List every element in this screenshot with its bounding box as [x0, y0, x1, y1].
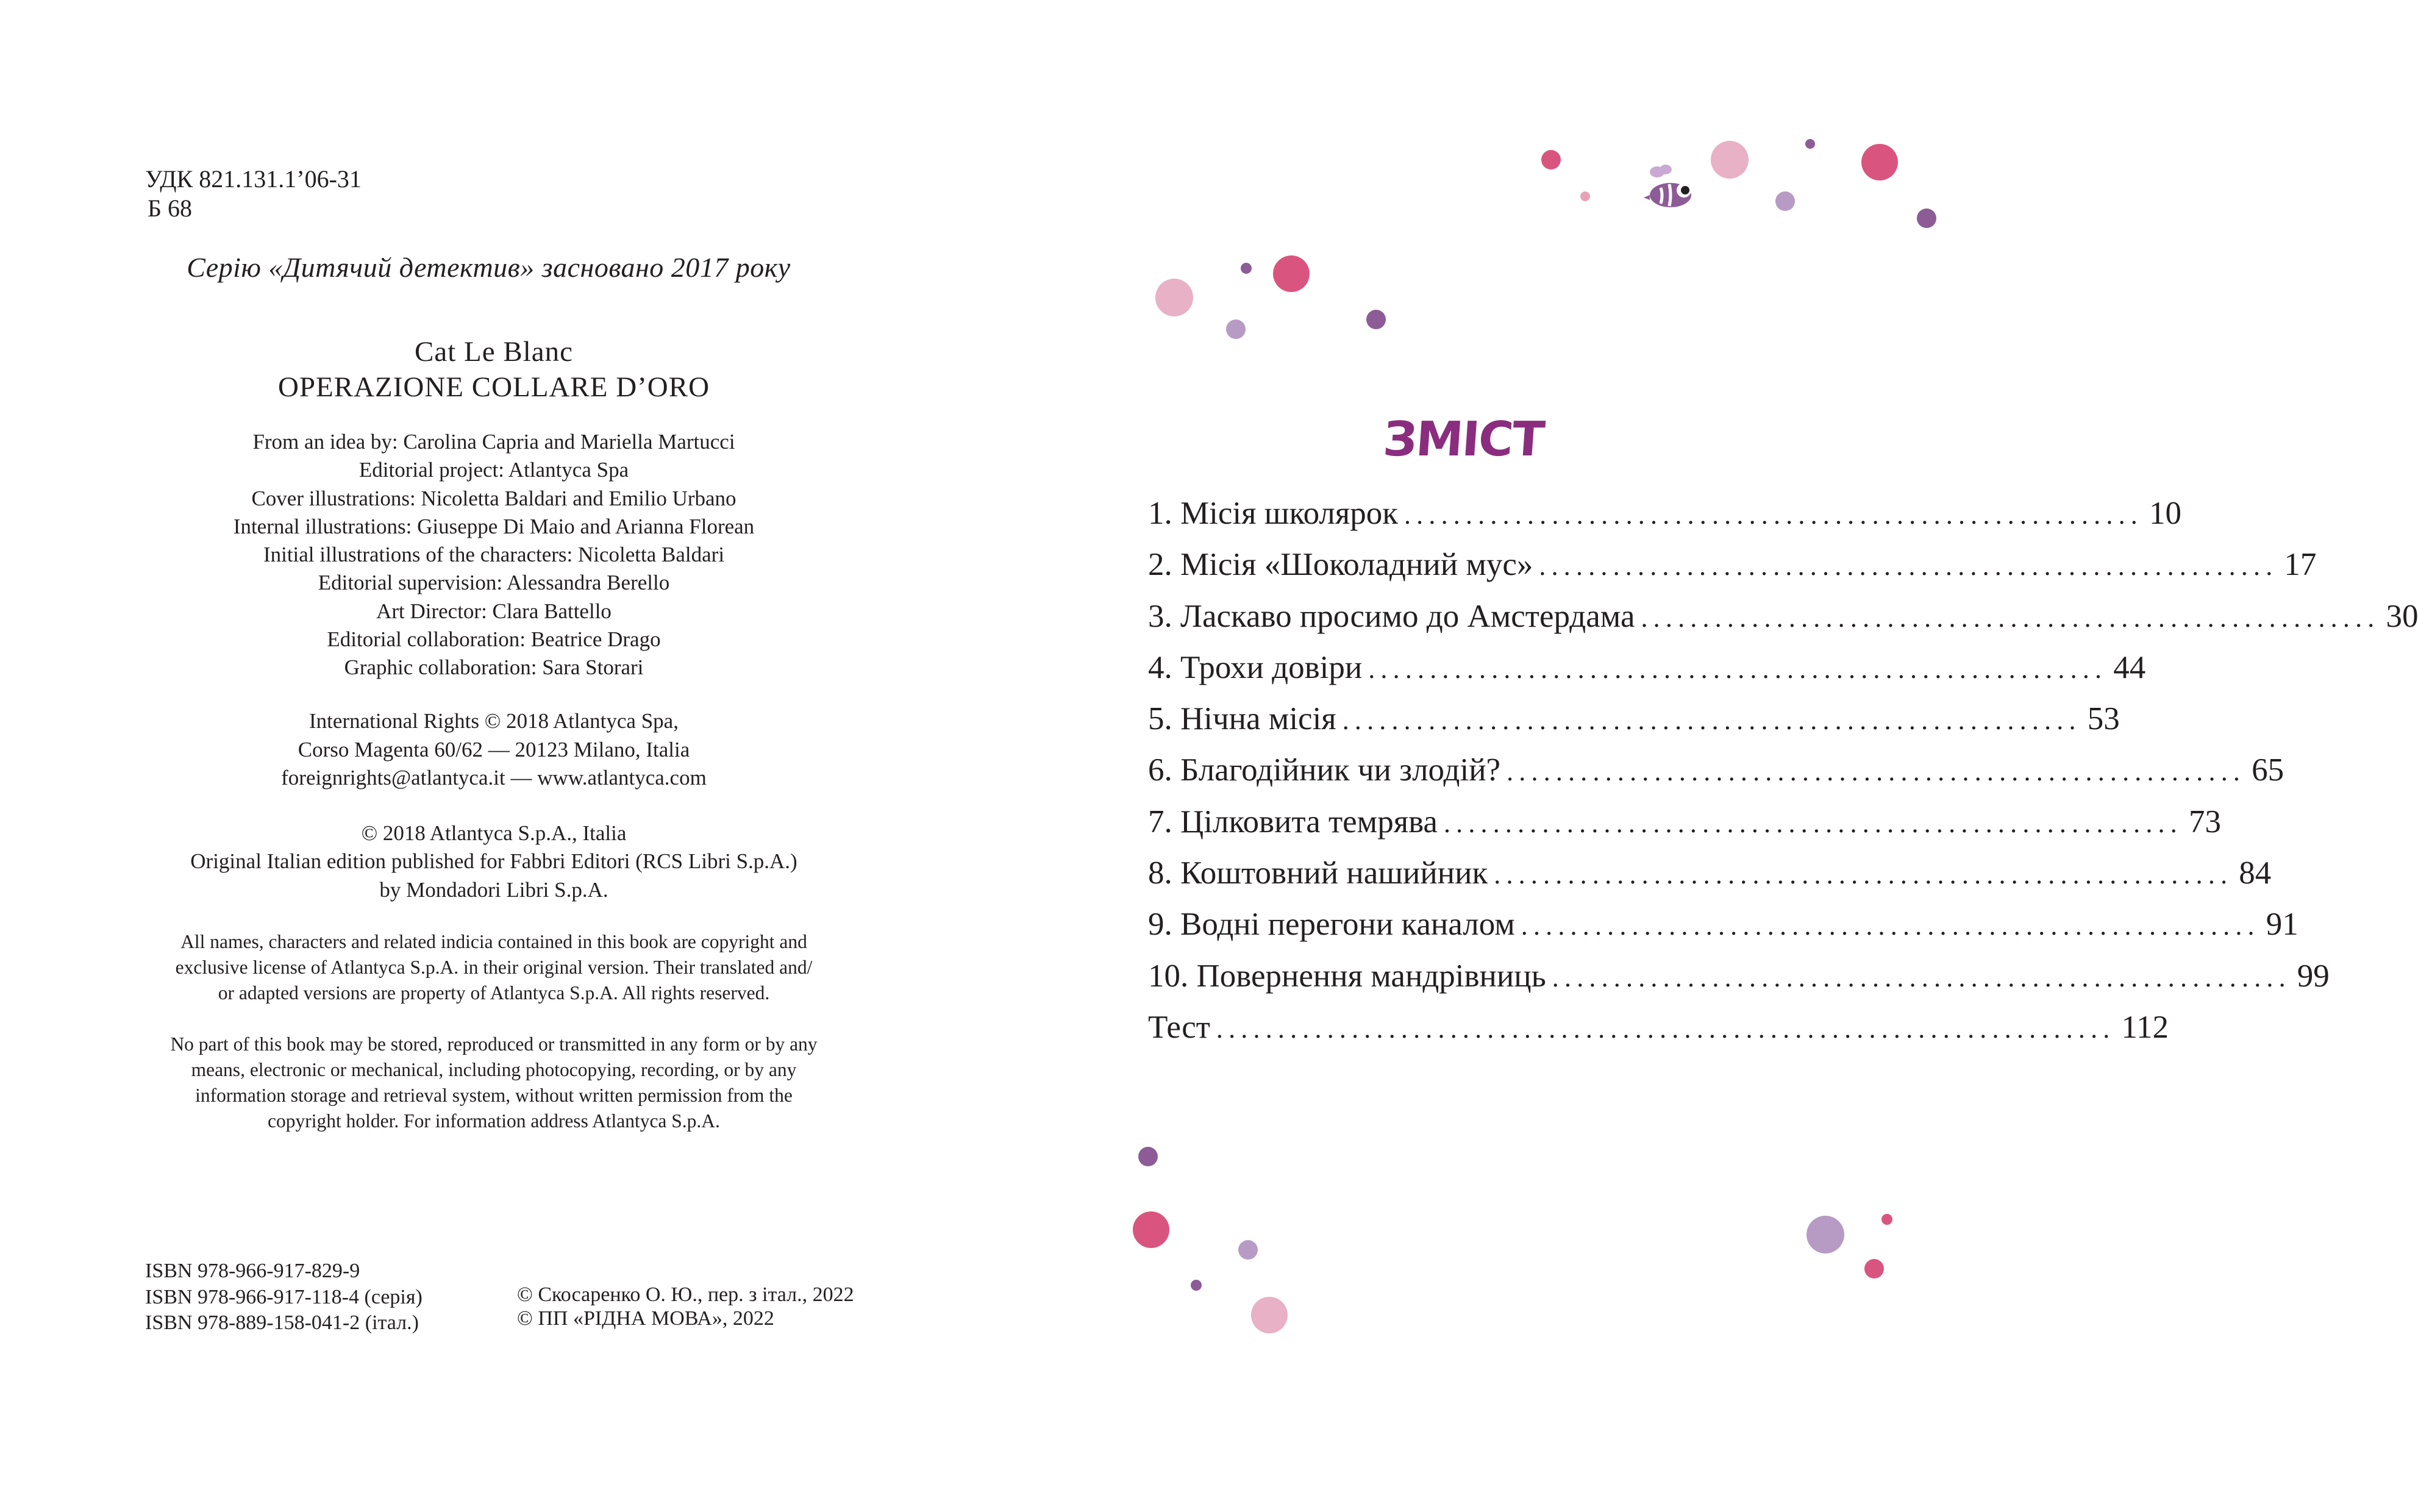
decor-dot	[1917, 209, 1936, 228]
bee-icon	[1644, 165, 1691, 207]
original-edition	[122, 334, 866, 405]
reproduction-notice	[122, 1032, 866, 1134]
toc-leader-dots: ............................................................	[1641, 602, 2380, 633]
toc-leader-dots: ............................................................	[1507, 757, 2246, 787]
decor-dot	[1238, 1240, 1258, 1260]
toc-entry[interactable]	[1148, 950, 2330, 1002]
copyright-line: by Mondadori Libri S.p.A.	[379, 877, 608, 902]
toc-entry-title: 7. Цілковита темрява	[1148, 804, 1438, 840]
decor-dot	[1864, 1259, 1884, 1278]
toc-entry-page: 65	[2252, 752, 2284, 788]
toc-entry-page: 99	[2297, 958, 2330, 994]
credit-line: Graphic collaboration: Sara Storari	[344, 655, 644, 680]
toc-entry[interactable]	[1148, 693, 2120, 744]
translation-copyright-line: © Скосаренко О. Ю., пер. з італ., 2022	[517, 1283, 854, 1306]
toc-entry-title: 1. Місія школярок	[1148, 496, 1398, 531]
copyright-line: Original Italian edition published for Fabbri Editori (RCS Libri S.p.A.)	[190, 849, 797, 874]
isbn-line: ISBN 978-966-917-829-9	[145, 1260, 360, 1282]
toc-entry-title: 4. Трохи довіри	[1148, 649, 1363, 685]
decor-dot	[1226, 319, 1246, 339]
notice-line: All names, characters and related indicia contained in this book are copyright and	[180, 931, 807, 952]
notice-line: means, electronic or mechanical, including photocopying, recording, or by any	[191, 1059, 797, 1080]
copyright-block	[122, 819, 866, 904]
notice-line: information storage and retrieval system, without written permission from the	[195, 1085, 793, 1106]
decor-dot	[1138, 1147, 1158, 1166]
toc-entry[interactable]	[1148, 488, 2181, 539]
copyright-line: © 2018 Atlantyca S.p.A., Italia	[361, 821, 627, 845]
contents-title: ЗМІСТ	[1381, 412, 1546, 467]
decor-dot	[1191, 1280, 1202, 1291]
credit-line: Editorial project: Atlantyca Spa	[358, 458, 629, 482]
toc-entry[interactable]	[1148, 1002, 2169, 1053]
toc-leader-dots: ............................................................	[1443, 808, 2183, 838]
toc-leader-dots: ............................................................	[1403, 500, 2143, 530]
toc-leader-dots: ............................................................	[1368, 654, 2108, 684]
credit-line: From an idea by: Carolina Capria and Mariella Martucci	[252, 430, 735, 454]
notice-line: or adapted versions are property of Atlantyca S.p.A. All rights reserved.	[218, 982, 770, 1004]
credit-line: Internal illustrations: Giuseppe Di Maio and Arianna Florean	[233, 514, 755, 538]
decor-dot	[1366, 310, 1386, 329]
rights-block	[122, 707, 866, 793]
translation-copyright	[517, 1283, 854, 1330]
decor-dot	[1711, 141, 1749, 179]
rights-line: foreignrights@atlantyca.it — www.atlantyca.com	[281, 766, 707, 790]
credit-line: Editorial collaboration: Beatrice Drago	[327, 627, 661, 652]
toc-entry[interactable]	[1148, 591, 2418, 642]
toc-entry-page: 84	[2239, 855, 2272, 891]
isbn-line: ISBN 978-966-917-118-4 (серія)	[145, 1285, 423, 1308]
toc-entry[interactable]	[1148, 539, 2317, 590]
toc-entry-page: 44	[2113, 649, 2146, 685]
decor-dot	[1881, 1214, 1892, 1225]
decor-dot	[1155, 279, 1193, 316]
toc-entry[interactable]	[1148, 847, 2272, 899]
toc-entry-page: 10	[2149, 496, 2181, 531]
decor-dot	[1861, 144, 1898, 180]
credit-line: Initial illustrations of the characters: Nicoletta Baldari	[263, 543, 725, 567]
decor-dot	[1775, 191, 1795, 211]
toc-entry-page: 112	[2121, 1009, 2169, 1045]
credit-line: Editorial supervision: Alessandra Berello	[318, 571, 670, 595]
decor-dot	[1133, 1211, 1169, 1248]
decor-dot	[1251, 1297, 1288, 1333]
notice-line: No part of this book may be stored, reproduced or transmitted in any form or by any	[170, 1033, 818, 1055]
notice-line: exclusive license of Atlantyca S.p.A. in their original version. Their translated and/	[175, 957, 813, 978]
toc-entry-page: 30	[2386, 598, 2418, 634]
toc-leader-dots: ............................................................	[1552, 962, 2291, 993]
toc-entry-title: Тест	[1148, 1009, 1210, 1045]
udk-code: УДК 821.131.1’06-31	[145, 165, 362, 193]
toc-entry-title: 5. Нічна місія	[1148, 701, 1336, 737]
toc-entry-title: 9. Водні перегони каналом	[1148, 907, 1515, 943]
toc-leader-dots: ............................................................	[1521, 911, 2260, 941]
udk-block	[145, 165, 362, 223]
toc-entry-page: 73	[2188, 804, 2221, 840]
toc-entry[interactable]	[1148, 642, 2146, 693]
translation-copyright-line: © ПП «РІДНА МОВА», 2022	[517, 1307, 774, 1330]
toc-entry-title: 8. Коштовний нашийник	[1148, 855, 1488, 891]
table-of-contents	[1148, 488, 2418, 1053]
credits-block	[122, 428, 866, 682]
decor-dot	[1806, 1216, 1844, 1253]
rights-line: International Rights © 2018 Atlantyca Spa,	[309, 709, 679, 733]
toc-entry-title: 3. Ласкаво просимо до Амстердама	[1148, 598, 1635, 634]
rights-line: Corso Magenta 60/62 — 20123 Milano, Italia	[298, 737, 690, 761]
toc-entry-page: 53	[2087, 701, 2120, 737]
toc-leader-dots: .........................................................................	[1216, 1013, 2116, 1044]
notice-line: copyright holder. For information address Atlantyca S.p.A.	[268, 1110, 720, 1132]
toc-entry-title: 2. Місія «Шоколадний мус»	[1148, 547, 1533, 583]
original-title: OPERAZIONE COLLARE D’ORO	[277, 371, 710, 403]
decor-dot	[1805, 139, 1815, 149]
original-author: Cat Le Blanc	[415, 336, 573, 368]
toc-leader-dots: ............................................................	[1494, 860, 2233, 890]
contents-page	[1008, 0, 2418, 1512]
isbn-line: ISBN 978-889-158-041-2 (італ.)	[145, 1311, 419, 1334]
toc-entry-title: 6. Благодійник чи злодій?	[1148, 752, 1501, 788]
credit-line: Art Director: Clara Battello	[376, 599, 612, 623]
license-notice	[122, 929, 866, 1006]
toc-entry-page: 17	[2284, 547, 2317, 583]
decor-dot	[1541, 150, 1561, 169]
toc-entry[interactable]	[1148, 899, 2299, 950]
toc-entry[interactable]	[1148, 796, 2221, 847]
imprint-page	[0, 0, 1008, 1512]
toc-entry[interactable]	[1148, 744, 2284, 796]
decor-dot	[1241, 263, 1252, 274]
series-line: Серію «Дитячий детектив» засновано 2017 року	[187, 252, 791, 283]
toc-leader-dots: ............................................................	[1539, 551, 2278, 582]
decor-dot	[1273, 255, 1310, 292]
toc-entry-page: 91	[2266, 907, 2299, 943]
credit-line: Cover illustrations: Nicoletta Baldari and Emilio Urbano	[251, 486, 736, 510]
bbk-code: Б 68	[148, 194, 192, 222]
decor-dot	[1580, 191, 1590, 201]
toc-entry-title: 10. Повернення мандрівниць	[1148, 958, 1546, 994]
isbn-block	[145, 1258, 423, 1336]
toc-leader-dots: ............................................................	[1342, 705, 2081, 736]
